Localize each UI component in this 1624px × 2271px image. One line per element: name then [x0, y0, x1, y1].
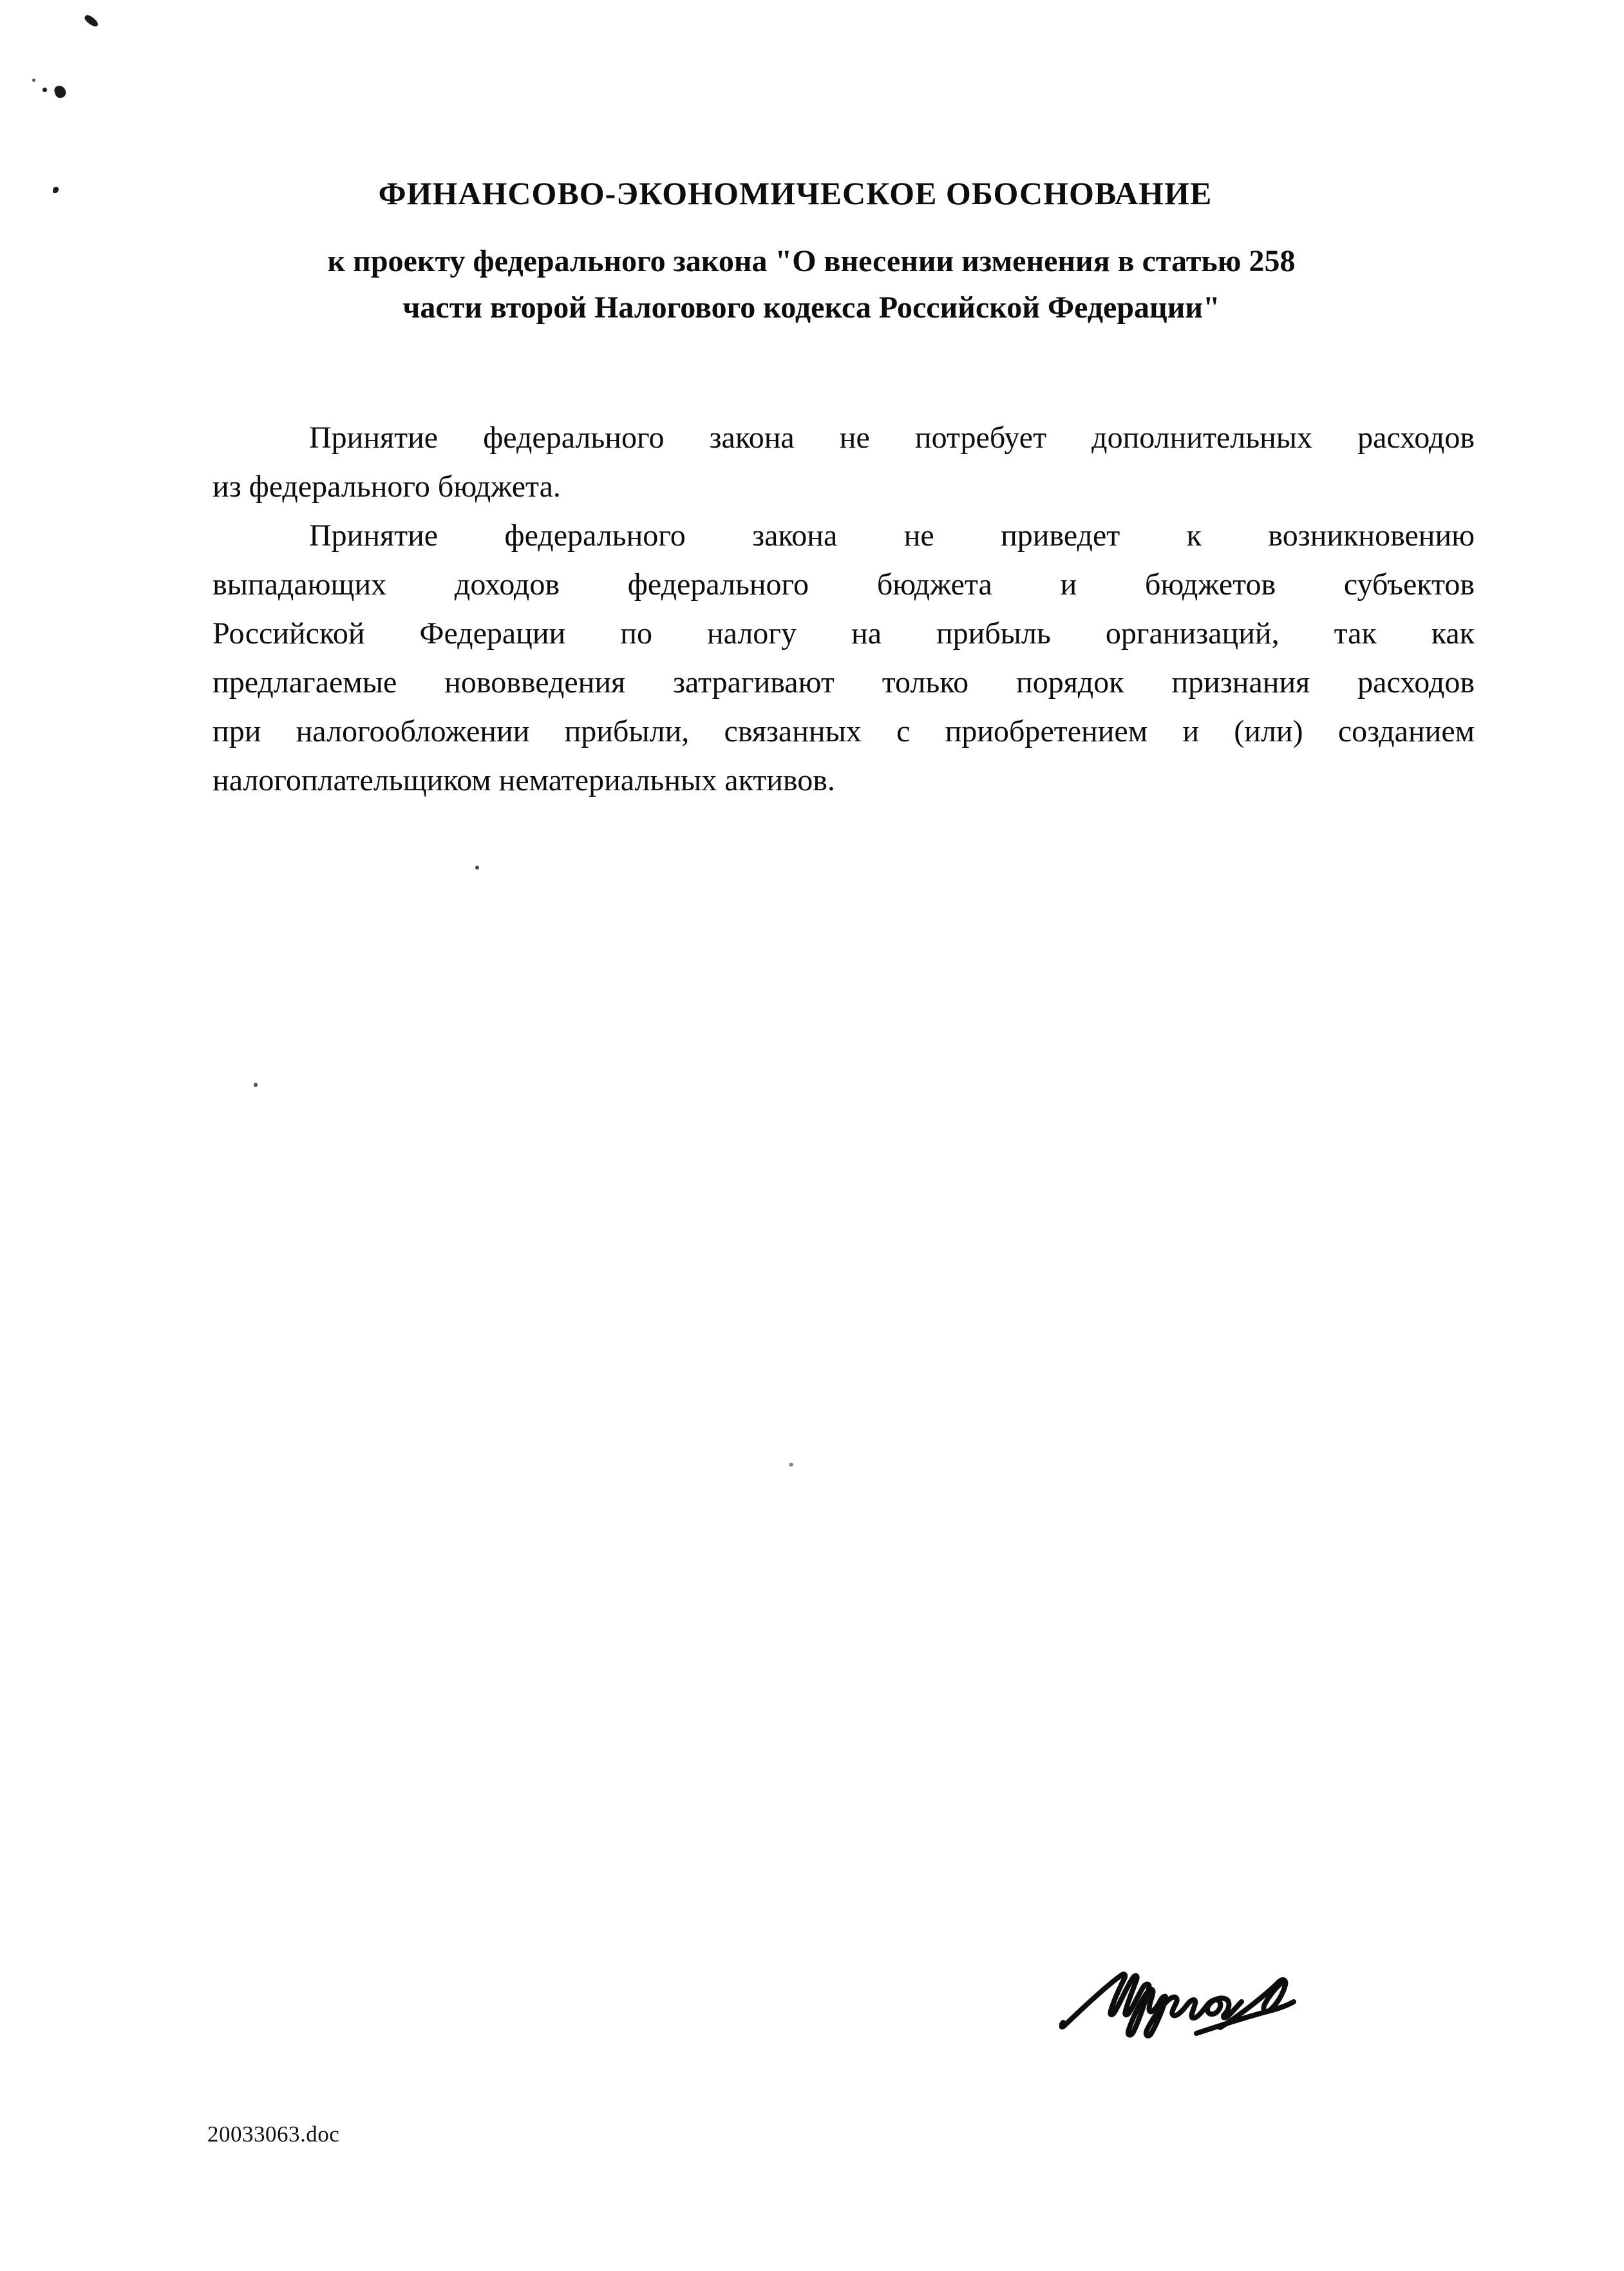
- signature-stroke: [1059, 1970, 1298, 2044]
- text-line: выпадающих доходов федерального бюджета и бюджетов субъектов: [212, 567, 1475, 602]
- document-subtitle-line: к проекту федерального закона "О внесении изменения в статью 258: [327, 244, 1296, 278]
- document-body: [212, 413, 1475, 805]
- text-line: из федерального бюджета.: [212, 470, 561, 504]
- document-header: [193, 174, 1455, 331]
- text-line: предлагаемые нововведения затрагивают только порядок признания расходов: [212, 665, 1475, 699]
- noise-speck: [53, 84, 67, 99]
- footer-filename: 20033063.doc: [207, 2122, 340, 2147]
- noise-speck: [32, 79, 35, 82]
- text-line: Российской Федерации по налогу на прибыль организаций, так как: [212, 616, 1475, 651]
- document-subtitle-line: части второй Налогового кодекса Российской Федерации": [402, 290, 1220, 325]
- text-line: при налогообложении прибыли, связанных с приобретением и (или) созданием: [212, 714, 1475, 748]
- document-title: ФИНАНСОВО-ЭКОНОМИЧЕСКОЕ ОБОСНОВАНИЕ: [378, 175, 1213, 211]
- noise-speck: [53, 187, 59, 193]
- text-line: Принятие федерального закона не приведет к возникновению: [309, 518, 1475, 553]
- noise-speck: [42, 88, 47, 92]
- noise-speck: [789, 1463, 793, 1467]
- noise-speck: [83, 14, 100, 28]
- text-line: Принятие федерального закона не потребует дополнительных расходов: [309, 421, 1475, 455]
- text-line: налогоплательщиком нематериальных активов.: [212, 763, 835, 797]
- document-subtitle: [180, 238, 1442, 331]
- signature: [1059, 1970, 1298, 2044]
- noise-speck: [254, 1083, 258, 1087]
- noise-speck: [475, 866, 479, 869]
